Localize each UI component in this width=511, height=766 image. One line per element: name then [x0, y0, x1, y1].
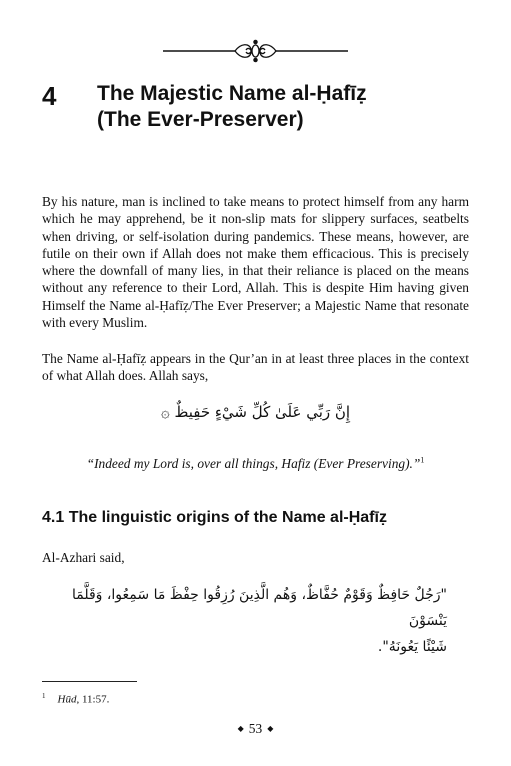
verse-translation	[42, 455, 469, 473]
diamond-icon-left: ◆	[237, 724, 244, 733]
chapter-title-line-2: (The Ever-Preserver)	[97, 108, 304, 131]
chapter-title-line-1: The Majestic Name al-Ḥafīẓ	[97, 82, 367, 105]
body-paragraph-1: By his nature, man is inclined to take means to protect himself from any harm which he may apprehend, be it non-slip mats for slippery surfaces, seatbelts when driving, or self-isolation during pandemics. These means, however, are futile on their own if Allah does not make them efficacious. This is precisely where the downfall of many lies, in that their reliance is placed on the means without any reference to their Lord, Allah. This is despite Him having given Himself the Name al-Ḥafīẓ/The Ever Preserver; a Majestic Name that resonate with every Muslim.	[42, 194, 469, 331]
footnote-divider	[42, 681, 137, 682]
azhari-intro: Al-Azhari said,	[42, 550, 125, 565]
azhari-quote-arabic	[47, 582, 447, 660]
section-heading: 4.1 The linguistic origins of the Name al-Ḥafīẓ	[42, 509, 387, 526]
body-paragraph-2: The Name al-Ḥafīẓ appears in the Qur’an in at least three places in the context of what Allah does. Allah says,	[42, 351, 469, 384]
verse-translation-text: “Indeed my Lord is, over all things, Hafiz (Ever Preserving).”	[86, 456, 421, 471]
azhari-quote-line-2: شَيْئًا يَعُونَهُ".	[377, 639, 447, 655]
footnote	[42, 689, 109, 707]
footnote-source: Hūd	[57, 693, 77, 706]
page-footer	[0, 720, 511, 738]
diamond-icon-right: ◆	[267, 724, 274, 733]
azhari-quote-line-1: "رَجُلٌ حَافِظٌ وَقَوْمٌ حُفَّاظٌ، وَهُم الَّذِينَ رُزِقُوا حِفْظَ مَا سَمِعُوا، وَقَلَّمَا يَنْسَوْنَ	[72, 587, 447, 629]
footnote-number: 1	[42, 692, 46, 700]
footnote-ref: , 11:57.	[76, 693, 110, 706]
chapter-title	[97, 81, 477, 133]
chapter-number: 4	[42, 81, 57, 111]
ornament-divider-icon	[163, 38, 348, 64]
quran-verse-arabic: إِنَّ رَبِّي عَلَىٰ كُلِّ شَيْءٍ حَفِيظٌ ۞	[160, 403, 351, 421]
page-number: 53	[248, 721, 263, 736]
footnote-reference[interactable]: 1	[420, 455, 425, 465]
